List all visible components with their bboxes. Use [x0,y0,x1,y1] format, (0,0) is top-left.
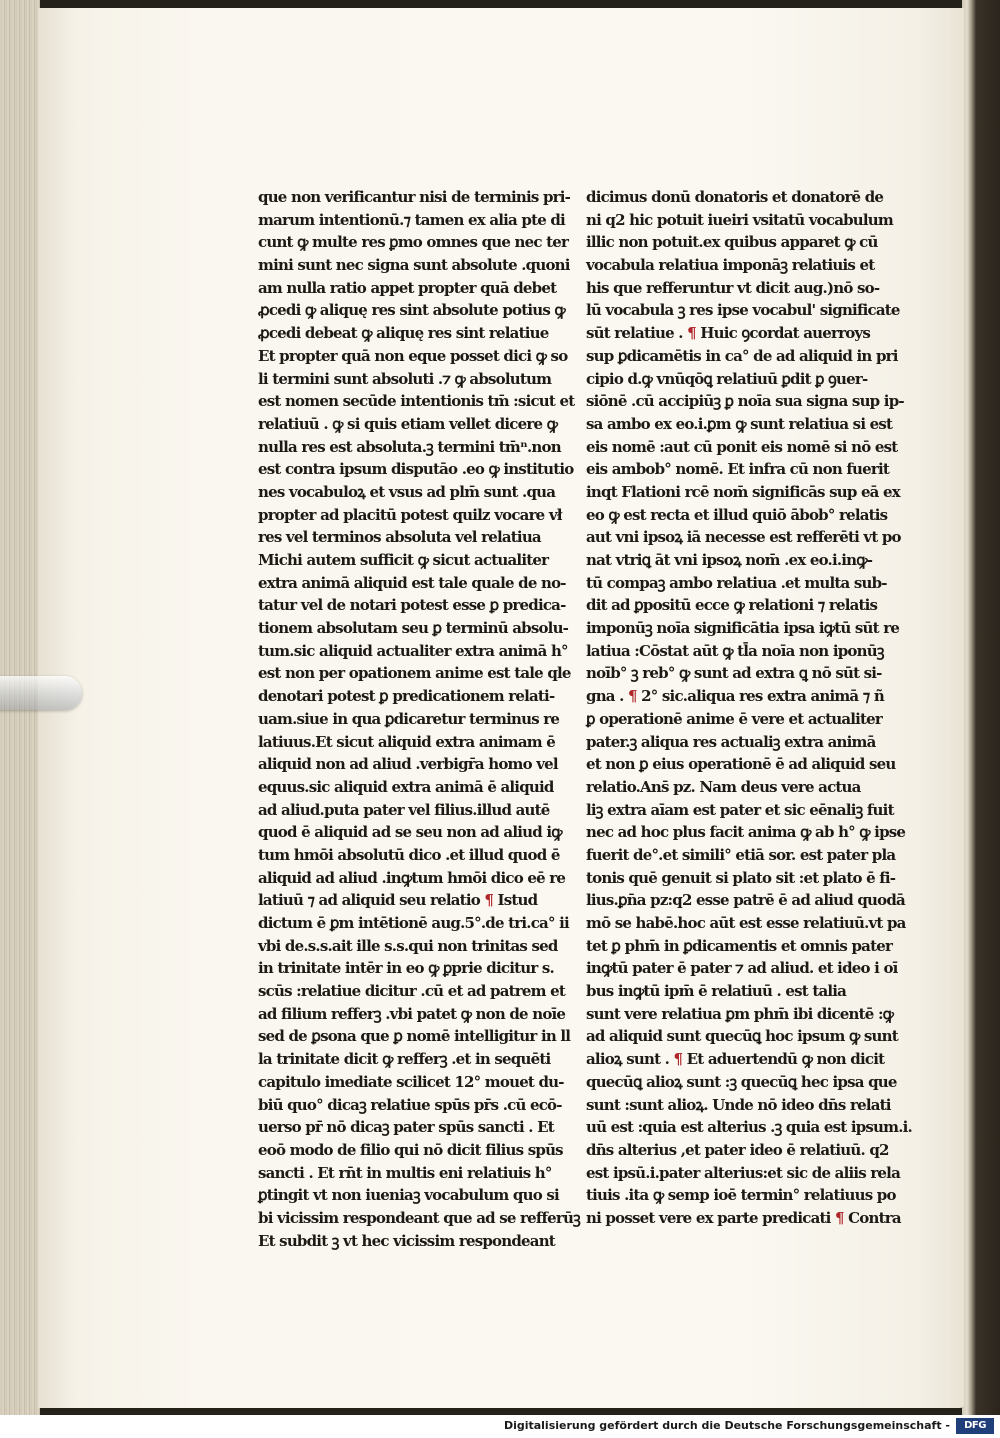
line-text: pater.ꝫ aliqua res actualiꝫ extra animā [586,732,876,751]
text-line [258,458,574,481]
line-text: tiuis .ita ꝙ semp ioē termin° relatiuus po [586,1186,896,1205]
text-line [586,1025,898,1048]
text-line [258,572,566,595]
line-text: uū est :quia est alterius .ꝫ quia est ipsum.i. [586,1118,912,1137]
text-line [586,935,893,958]
text-line [586,753,896,776]
line-text: ꝑtingit vt non iueniaꝫ vocabulum quo si [258,1186,559,1205]
text-column-right [586,186,912,1230]
text-line [258,1003,566,1026]
line-text: siōnē .cū accipiūꝫ ꝑ noīa sua signa sup ip- [586,392,904,411]
line-text: fuerit de°.et simili° etiā sor. est pater pla [586,845,896,864]
text-line [586,1116,912,1139]
line-text: in trinitate intēr in eo ꝙ ꝑprie dicitur s. [258,959,554,978]
text-line [586,1003,894,1026]
text-line [586,209,893,232]
text-line [586,980,884,1003]
text-line [586,685,884,708]
line-text: relatiuū . ꝙ si quis etiam vellet dicere ꝙ [258,414,558,433]
rubric-paragraph-mark: ¶ [830,1208,849,1227]
text-line [258,1071,564,1094]
text-line [258,1230,558,1253]
text-line [586,1184,896,1207]
text-line [258,1116,558,1139]
text-line [258,481,558,504]
rubric-paragraph-mark: ¶ [669,1050,687,1069]
text-line [258,368,558,391]
text-line [586,436,898,459]
text-line [258,708,558,731]
footer-bar [0,1415,1000,1438]
text-line [258,299,565,322]
text-line [258,1207,581,1230]
text-line [258,413,558,436]
line-text: tum.sic aliquid actualiter extra animā h° [258,641,568,660]
line-text: mini sunt nec signa sunt absolute .quoni [258,256,570,275]
text-line [586,254,884,277]
dfg-logo: DFG [956,1418,994,1434]
line-text: vbi de.s.s.ait ille s.s.qui non trinitas sed [258,936,558,955]
text-line [258,776,558,799]
text-line [258,867,566,890]
text-line [586,844,896,867]
line-text: lius.ꝑn̄a pz:q2 esse patrē ē ad aliud quodā [586,891,905,910]
text-line [586,186,884,209]
glass-page-holder [0,676,82,710]
text-line [586,1094,891,1117]
text-line [258,504,562,527]
line-text: inqt Flationi rcē nom̄ significās sup eā ex [586,482,900,501]
line-text: relatio.Ans̄ pz. Nam deus vere actua [586,777,861,796]
line-text: est ipsū.i.pater alterius:et sic de aliis rela [586,1163,900,1182]
text-line [258,322,558,345]
text-line [586,1207,901,1230]
line-text: gna . [586,687,624,706]
line-text: aliquid ad aliud .inꝙtum hmōi dico eē re [258,868,566,887]
line-text: am nulla ratio appet propter quā debet [258,278,557,297]
line-text: sa ambo ex eo.i.ꝑm ꝙ sunt relatiua si est [586,414,893,433]
text-line [586,640,884,663]
line-text: ꝓcedi debeat ꝙ aliquę res sint relatiue [258,324,549,343]
text-line [258,436,561,459]
line-text: mō se habē.hoc aūt est esse relatiuū.vt pa [586,914,906,932]
text-line [258,617,569,640]
text-line [258,1048,558,1071]
line-text: est contra ipsum disputāo .eo ꝙ institutio [258,460,574,479]
line-text: eo ꝙ est recta et illud quiō ābob° relatis [586,505,888,524]
line-text: aliquid non ad aliud .verbigr̄a homo vel [258,755,558,774]
line-text: ꝑ operationē anime ē vere et actualiter [586,709,883,728]
text-line [258,640,568,663]
text-line [258,753,558,776]
text-line [258,209,565,232]
text-line [258,594,566,617]
line-text: est non per opationem anime est tale qle [258,664,571,683]
line-text: scūs :relatiue dicitur .cū et ad patrem et [258,982,565,1001]
text-line [258,731,558,754]
line-text: propter ad placitū potest quilz vocare vł [258,505,562,524]
line-text: imponūꝫ noīa significātia ipsa iꝙtū sūt re [586,619,900,638]
text-line [258,844,558,867]
line-text: latiuus.Et sicut aliquid extra animam ē [258,732,555,751]
text-line [586,731,884,754]
line-text: dit ad ꝑpositū ecce ꝙ relationi ⁊ relatis [586,596,878,615]
line-text: ni q2 hic potuit iueiri vsitatū vocabulum [586,210,893,229]
text-line [586,617,900,640]
text-line [258,821,562,844]
text-line [258,186,571,209]
line-text: quod ē aliquid ad se seu non ad aliud iꝙ [258,823,562,842]
line-text: tet ꝑ phm̄ in ꝑdicamentis et omnis pater [586,936,893,955]
line-text: Michi autem sufficit ꝙ sicut actualiter [258,551,549,569]
text-line [258,1139,563,1162]
text-column-left [258,186,581,1252]
line-text: ꝓcedi ꝙ aliquę res sint absolute potius ꝙ [258,301,565,320]
text-line [258,231,569,254]
line-text: ni posset vere ex parte predicati [586,1208,831,1227]
line-text: li termini sunt absoluti .⁊ ꝙ absolutum [258,369,552,388]
text-line [586,799,894,822]
text-line [258,912,569,935]
line-text: liꝫ extra aīam est pater et sic eēnaliꝫ fuit [586,800,894,819]
text-line [258,1025,571,1048]
text-line [586,345,898,368]
line-text: his que refferuntur vt dicit aug.)nō so- [586,278,880,297]
line-text: tū compaꝫ ambo relatiua .et multa sub- [586,573,887,592]
text-line [258,685,558,708]
text-line [258,345,568,368]
text-line [586,1071,897,1094]
line-text: dictum ē ꝑm intētionē aug.5°.de tri.ca° ii [258,914,569,932]
text-line [586,1139,889,1162]
text-line [586,549,884,572]
line-text: ad filium refferꝫ .vbi patet ꝙ non de noīe [258,1004,566,1023]
line-text: Et subdit ꝫ vt hec vicissim respondeant [258,1231,555,1250]
funding-credit: Digitalisierung gefördert durch die Deutsche Forschungsgemeinschaft - [503,1419,950,1432]
text-line [586,662,884,685]
text-line [586,390,904,413]
line-text: nes vocabuloꝝ et vsus ad plm̄ sunt .qua [258,482,556,501]
line-text: que non verificantur nisi de terminis pri- [258,188,571,206]
rubric-paragraph-mark: ¶ [682,324,701,343]
text-line [258,957,558,980]
text-line [258,254,570,277]
line-text: biū quo° dicaꝫ relatiue spūs pr̄s .cū ecō- [258,1095,562,1114]
line-text: sed de ꝑsona que ꝑ nomē intelligitur in ll [258,1027,571,1046]
line-text: est nomen secūde intentionis tm̄ :sicut et [258,392,575,411]
line-text: denotari potest ꝑ predicationem relati- [258,687,555,706]
line-text: latiua :Cōstat aūt ꝙ tl̄a noīa non iponūꝫ [586,641,884,660]
line-text: uerso pr̄ nō dicaꝫ pater spūs sancti . Et [258,1118,554,1137]
line-text: dicimus donū donatoris et donatorē de [586,188,884,206]
line-text: nulla res est absoluta.ꝫ termini tm̄ⁿ.non [258,437,561,456]
line-text: tionem absolutam seu ꝑ terminū absolu- [258,619,569,638]
text-line [586,413,893,436]
line-text: res vel terminos absoluta vel relatiua [258,528,541,547]
line-text: sunt vere relatiua ꝑm phm̄ ibi dicentē :ꝙ [586,1004,894,1023]
text-line [586,231,884,254]
text-line [586,1162,900,1185]
text-line [258,799,558,822]
line-text: eis ambob° nomē. Et infra cū non fuerit [586,460,889,479]
line-text: sancti . Et rn̄t in multis eni relatiuis h° [258,1163,552,1182]
rubric-paragraph-mark: ¶ [623,687,642,706]
line-text: sup ꝑdicamētis in ca° de ad aliquid in pri [586,346,898,365]
line-text: bi vicissim respondeant que ad se refferūꝫ [258,1208,581,1227]
text-line [586,957,898,980]
text-line [258,277,558,300]
line-text: vocabula relatiua imponāꝫ relatiuis et [586,256,875,275]
text-line [258,935,558,958]
text-line [586,776,884,799]
line-text: tum hmōi absolutū dico .et illud quod ē [258,845,560,864]
page-stack-right [962,0,1000,1415]
text-line [258,1094,562,1117]
text-line [258,662,571,685]
text-line [258,549,558,572]
text-line [258,980,565,1003]
text-line [586,504,888,527]
text-line [586,526,901,549]
text-line [586,368,884,391]
line-text: alioꝝ sunt . [586,1050,670,1069]
line-text: ad aliquid sunt quecūꝗ hoc ipsum ꝙ sunt [586,1027,898,1046]
line-text: sūt relatiue . [586,324,683,343]
text-line [586,572,887,595]
text-line [586,458,889,481]
line-text: ad aliud.puta pater vel filius.illud autē [258,800,550,819]
rubric-following-text: Istud [497,891,538,910]
text-line [586,1048,884,1071]
text-line [258,390,575,413]
line-text: dn̄s alterius ,et pater ideo ē relatiuū. q2 [586,1140,889,1159]
rubric-following-text: Et aduertendū ꝙ non dicit [686,1050,885,1069]
text-line [586,912,906,935]
line-text: cunt ꝙ multe res ꝑmo omnes que nec ter [258,233,569,252]
line-text: et non ꝑ eius operationē ē ad aliquid seu [586,755,896,774]
line-text: marum intentionū.⁊ tamen ex alia pte di [258,210,565,229]
line-text: nat vtriꝗ āt vni ipsoꝝ nom̄ .ex eo.i.inꝙ- [586,551,873,569]
text-line [586,322,884,345]
text-line [586,889,905,912]
line-text: quecūꝗ alioꝝ sunt :ꝫ quecūꝗ hec ipsa que [586,1072,897,1091]
line-text: bus inꝙtū ipm̄ ē relatiuū . est talia [586,982,847,1001]
text-line [258,1162,558,1185]
line-text: latiuū ⁊ ad aliquid seu relatio [258,891,480,910]
text-line [258,526,558,549]
text-line [586,708,884,731]
rubric-following-text: Contra [848,1208,901,1227]
line-text: cipio d.ꝙ vnūqōꝗ relatiuū ꝑdit ꝑ ꝯuer- [586,369,868,388]
line-text: noīb° ꝫ reb° ꝙ sunt ad extra ꝗ nō sūt si- [586,664,882,683]
rubric-following-text: Huic ꝯcordat auerroys [700,324,870,343]
text-line [586,594,884,617]
line-text: capitulo imediate scilicet 12° mouet du- [258,1072,564,1091]
text-line [258,889,558,912]
line-text: tatur vel de notari potest esse ꝑ predica- [258,596,566,615]
text-line [586,481,900,504]
text-line [586,299,900,322]
line-text: eoō modo de filio qui nō dicit filius spūs [258,1140,563,1159]
line-text: aut vni ipsoꝝ iā necesse est refferēti vt po [586,528,901,547]
line-text: nec ad hoc plus facit anima ꝙ ab h° ꝙ ipse [586,823,906,842]
rubric-following-text: 2° sic.aliqua res extra animā ⁊ ñ [641,687,884,706]
line-text: extra animā aliquid est tale quale de no- [258,573,566,592]
rubric-paragraph-mark: ¶ [479,891,498,910]
line-text: inꝙtū pater ē pater ⁊ ad aliud. et ideo i oī [586,959,898,978]
line-text: lū vocabula ꝫ res ipse vocabul' significate [586,301,900,320]
line-text: illic non potuit.ex quibus apparet ꝙ cū [586,233,878,252]
text-line [586,867,896,890]
line-text: tonis quē genuit si plato sit :et plato ē fi- [586,868,896,887]
line-text: Et propter quā non eque posset dici ꝙ so [258,346,568,365]
text-line [258,1184,558,1207]
line-text: equus.sic aliquid extra animā ē aliquid [258,777,554,796]
line-text: eis nomē :aut cū ponit eis nomē si nō est [586,437,898,456]
line-text: uam.siue in qua ꝑdicaretur terminus re [258,709,560,728]
line-text: la trinitate dicit ꝙ refferꝫ .et in sequēti [258,1050,551,1069]
text-line [586,821,906,844]
text-line [586,277,884,300]
line-text: sunt :sunt alioꝝ. Unde nō ideo dn̄s relati [586,1095,891,1114]
